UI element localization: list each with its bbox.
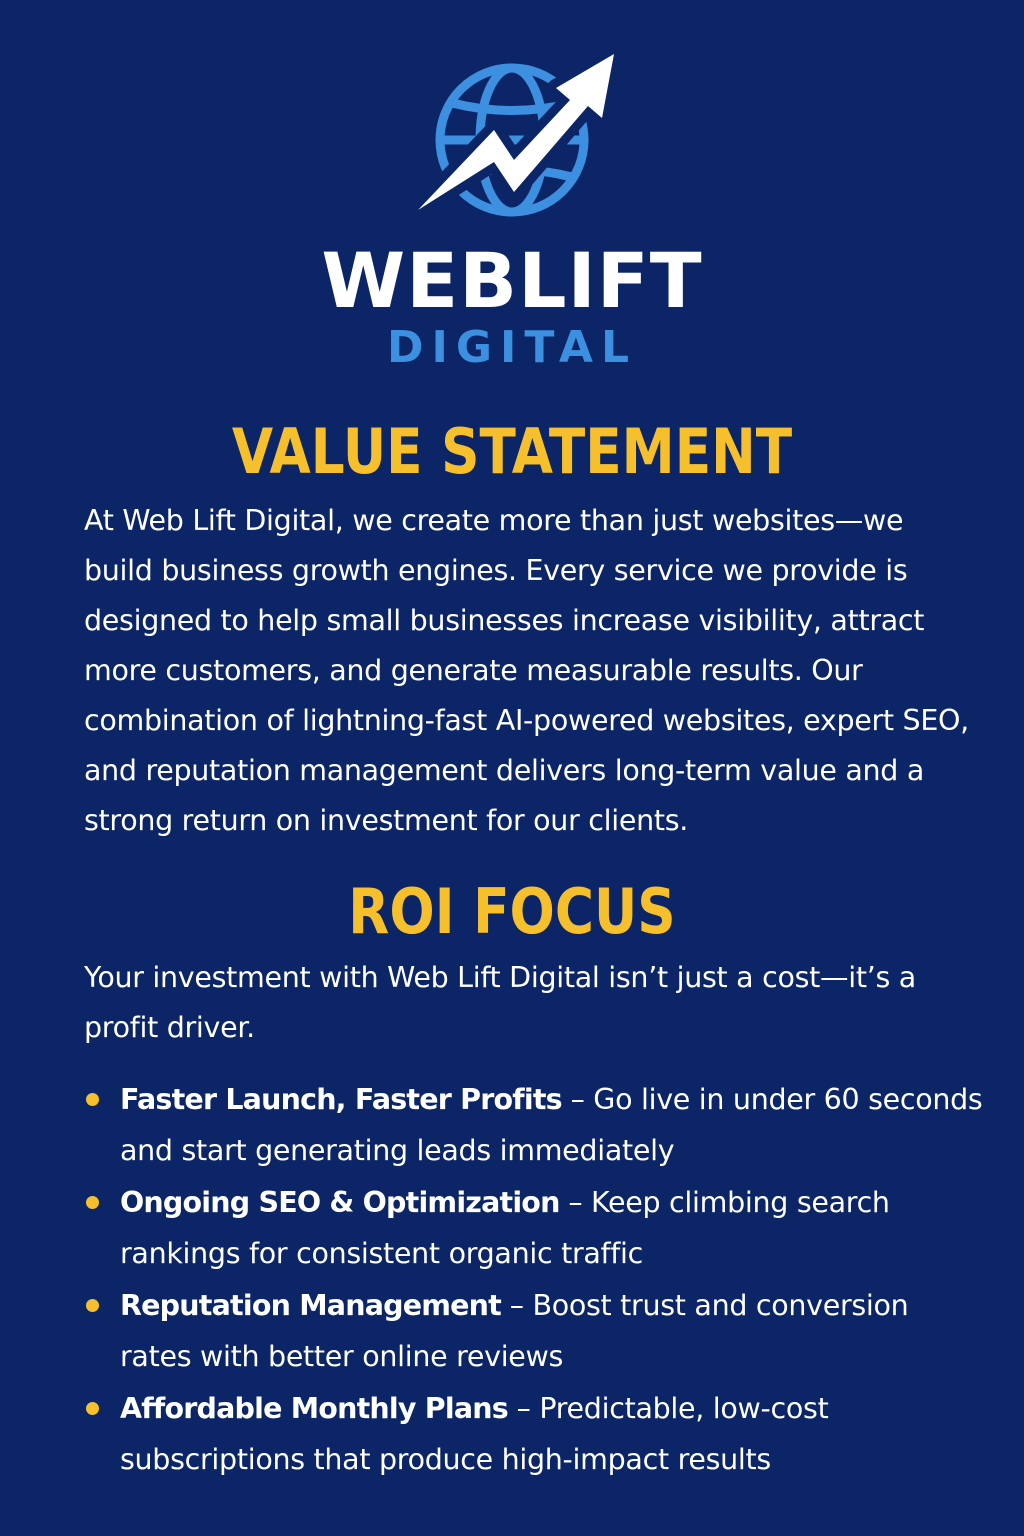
bullet-icon [86, 1196, 99, 1209]
bullet-icon [86, 1093, 99, 1106]
list-item [84, 1074, 984, 1176]
benefit-lead: Faster Launch, Faster Profits [120, 1083, 562, 1116]
list-item [84, 1177, 984, 1279]
globe-with-rising-arrow-icon [410, 48, 620, 224]
benefit-text: – Go live in under 60 seconds and start generating leads immediately [120, 1083, 983, 1167]
benefit-lead: Ongoing SEO & Optimization [120, 1186, 560, 1219]
bullet-icon [86, 1402, 99, 1415]
roi-benefits-list [84, 1074, 984, 1486]
brand-name: WEBLIFT [321, 236, 703, 325]
list-item [84, 1383, 984, 1485]
benefit-text: – Predictable, low-cost subscriptions that produce high-impact results [120, 1392, 829, 1476]
value-statement-title: VALUE STATEMENT [231, 415, 793, 488]
value-statement-body: At Web Lift Digital, we create more than just websites—we build business growth engines. Every service we provide is designed to help small businesses increase visibility, attract more customers, and generate measurable results. Our combination of lightning-fast AI-powered websites, expert SEO, and reputation management delivers long-term value and a strong return on investment for our clients. [84, 504, 969, 837]
list-item [84, 1280, 984, 1382]
benefit-lead: Reputation Management [120, 1289, 501, 1322]
benefit-text: – Keep climbing search rankings for consistent organic traffic [120, 1186, 890, 1270]
benefit-text: – Boost trust and conversion rates with better online reviews [120, 1289, 909, 1373]
brand-subname: DIGITAL [386, 322, 638, 373]
roi-focus-title: ROI FOCUS [348, 875, 676, 948]
roi-focus-intro: Your investment with Web Lift Digital isn’t just a cost—it’s a profit driver. [84, 961, 916, 1044]
benefit-lead: Affordable Monthly Plans [120, 1392, 508, 1425]
bullet-icon [86, 1299, 99, 1312]
